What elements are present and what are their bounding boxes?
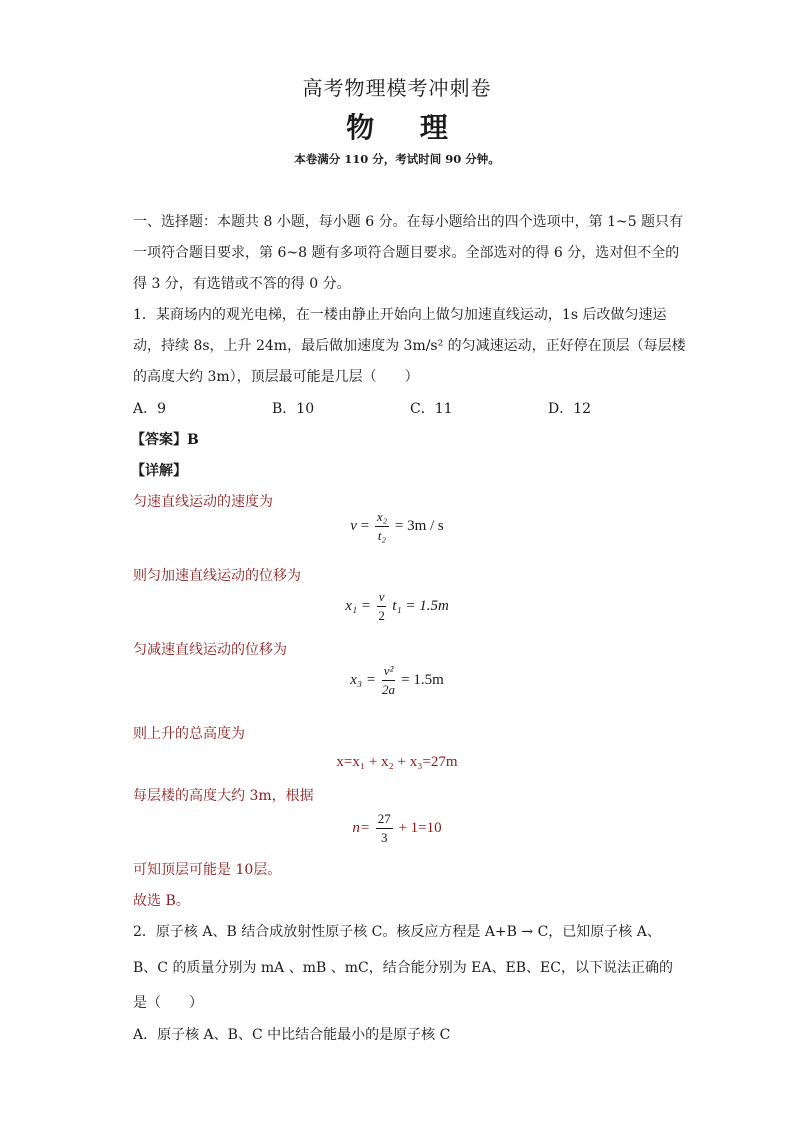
eq5-denominator: 3 <box>380 830 388 845</box>
equation-5 <box>0 810 794 847</box>
eq5-rhs: + 1=10 <box>398 819 442 836</box>
eq1-lhs: v <box>350 517 357 534</box>
q1-step1: 匀速直线运动的速度为 <box>133 494 273 510</box>
exam-note: 本卷满分 110 分，考试时间 90 分钟。 <box>294 152 500 166</box>
eq2-denominator: 2 <box>378 608 385 623</box>
eq5-lhs: n= <box>352 819 370 836</box>
question-1-line1: 1．某商场内的观光电梯，在一楼由静止开始向上做匀加速直线运动，1s 后改做匀速运 <box>133 307 667 323</box>
eq3-fraction <box>382 662 396 699</box>
eq1-fraction <box>375 508 389 545</box>
eq5-fraction <box>376 810 393 847</box>
eq3-rhs: = 1.5m <box>401 671 444 688</box>
question-1-line3: 的高度大约 3m），顶层最可能是几层（ ） <box>133 369 419 385</box>
eq2-numerator: v <box>377 588 387 607</box>
eq1-rhs: = 3m / s <box>394 517 444 534</box>
q1-step3: 匀减速直线运动的位移为 <box>133 642 287 658</box>
q1-option-c: C．11 <box>410 401 453 417</box>
q1-step2: 则匀加速直线运动的位移为 <box>133 568 301 584</box>
q1-step4: 则上升的总高度为 <box>133 726 245 742</box>
eq2-rhs: t₁ = 1.5m <box>392 597 449 614</box>
eq1-numerator: x₂ <box>375 508 389 527</box>
q1-option-b: B．10 <box>272 401 315 417</box>
exam-title: 高考物理模考冲刺卷 <box>302 76 492 100</box>
q1-option-d: D．12 <box>548 401 592 417</box>
eq3-numerator: v² <box>382 662 396 681</box>
equation-1: v = $\frac{\text{x₂}}{\text{t₂}}$ = 3m / s <box>350 509 444 543</box>
eq3-denominator: 2a <box>382 682 396 697</box>
eq5-numerator: 27 <box>376 810 393 829</box>
section-intro-line2: 一项符合题目要求，第 6~8 题有多项符合题目要求。全部选对的得 6 分，选对但不全的 <box>133 245 680 261</box>
q1-option-a: A．9 <box>133 401 167 417</box>
q1-detail-tag: 【详解】 <box>131 463 187 479</box>
question-2-line2: B、C 的质量分别为 mA 、mB 、mC，结合能分别为 EA、EB、EC，以下说法正确的 <box>133 960 673 976</box>
subject-heading: 物 理 <box>346 111 466 144</box>
section-intro-line3: 得 3 分，有选错或不答的得 0 分。 <box>133 276 351 292</box>
q1-answer: 【答案】B <box>131 432 199 448</box>
question-1-line2: 动，持续 8s，上升 24m，最后做加速度为 3m/s² 的匀减速运动，正好停在顶层（每层楼 <box>133 338 686 354</box>
question-2-line3: 是（ ） <box>133 995 203 1011</box>
q1-step5: 每层楼的高度大约 3m，根据 <box>133 788 314 804</box>
equation-2 <box>0 588 794 625</box>
equation-4: x=x₁ + x₂ + x₃=27m <box>336 754 458 770</box>
q2-option-a: A．原子核 A、B、C 中比结合能最小的是原子核 C <box>133 1027 451 1043</box>
eq2-fraction <box>377 588 387 625</box>
equation-3 <box>0 662 794 699</box>
eq1-denominator: t₂ <box>377 528 387 543</box>
q1-choice: 故选 B。 <box>133 893 190 909</box>
eq2-lhs: x₁ = <box>345 597 371 614</box>
section-intro-line1: 一、选择题：本题共 8 小题，每小题 6 分。在每小题给出的四个选项中，第 1~5 题只有 <box>133 214 684 230</box>
q1-conclusion: 可知顶层可能是 10层。 <box>133 862 282 878</box>
eq3-lhs: x₃ = <box>350 671 376 688</box>
question-2-line1: 2．原子核 A、B 结合成放射性原子核 C。核反应方程是 A+B → C，已知原子核 A、 <box>133 924 661 940</box>
